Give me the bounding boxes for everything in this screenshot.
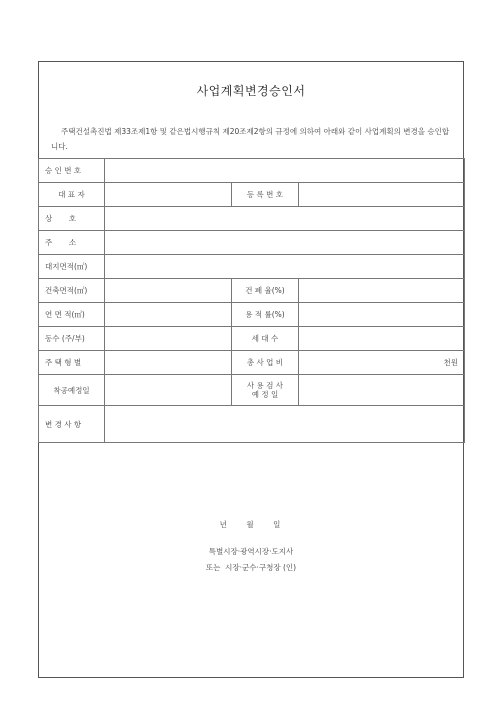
table-row: [39, 375, 465, 406]
table-row: [39, 183, 465, 207]
label-changes: 변 경 사 항: [39, 406, 105, 443]
table-row: [39, 231, 465, 255]
table-row: [39, 207, 465, 231]
label-households: 세 대 수: [232, 327, 299, 351]
form-title: 사업계획변경승인서: [196, 84, 306, 98]
label-address: 주 소: [39, 231, 105, 255]
field-start-date[interactable]: [105, 375, 232, 406]
label-trade-name: 상 호: [39, 207, 105, 231]
cost-unit: 천원: [443, 358, 459, 367]
field-site-area[interactable]: [105, 255, 465, 279]
label-floor-area: 연 면 적(㎡): [39, 303, 105, 327]
issuer-line: 특별시장·광역시장·도지사: [208, 547, 294, 556]
label-registration-no: 등 록 번 호: [232, 183, 299, 207]
field-housing-type[interactable]: [105, 351, 232, 375]
table-row: [39, 303, 465, 327]
label-representative: 대 표 자: [39, 183, 105, 207]
field-floor-area[interactable]: [105, 303, 232, 327]
table-row: [39, 159, 465, 183]
label-building-area: 건축면적(㎡): [39, 279, 105, 303]
field-inspection-date[interactable]: [299, 375, 465, 406]
label-buildings: 동수 (주/부): [39, 327, 105, 351]
field-building-area[interactable]: [105, 279, 232, 303]
table-row: [39, 406, 465, 443]
label-site-area: 대지면적(㎡): [39, 255, 105, 279]
field-floor-area-ratio[interactable]: [299, 303, 465, 327]
table-row: [39, 279, 465, 303]
label-inspection-date: 사 용 검 사 예 정 일: [232, 375, 299, 406]
table-row: [39, 327, 465, 351]
field-trade-name[interactable]: [105, 207, 465, 231]
intro-text: 주택건설촉진법 제33조제1항 및 같은법시행규칙 제20조제2항의 규정에 의하여 아래와 같이 사업계획의 변경을 승인합니다.: [51, 127, 450, 151]
form-frame: [38, 61, 464, 678]
field-households[interactable]: [299, 327, 465, 351]
field-representative[interactable]: [105, 183, 232, 207]
field-buildings[interactable]: [105, 327, 232, 351]
label-approval-no: 승 인 번 호: [39, 159, 105, 183]
field-approval-no[interactable]: [105, 159, 465, 183]
label-housing-type: 주 택 형 별: [39, 351, 105, 375]
label-coverage-ratio: 건 폐 율(%): [232, 279, 299, 303]
field-coverage-ratio[interactable]: [299, 279, 465, 303]
form-table: [38, 158, 465, 443]
field-changes[interactable]: [105, 406, 465, 443]
issuer-line-2: 또는 시장·군수·구청장 (인): [205, 563, 297, 572]
date-line: 년 월 일: [219, 520, 283, 529]
field-total-cost[interactable]: [299, 351, 465, 375]
field-address[interactable]: [105, 231, 465, 255]
field-registration-no[interactable]: [299, 183, 465, 207]
table-row: [39, 255, 465, 279]
table-row: [39, 351, 465, 375]
label-start-date: 착공예정일: [39, 375, 105, 406]
label-floor-area-ratio: 용 적 률(%): [232, 303, 299, 327]
label-total-cost: 총 사 업 비: [232, 351, 299, 375]
